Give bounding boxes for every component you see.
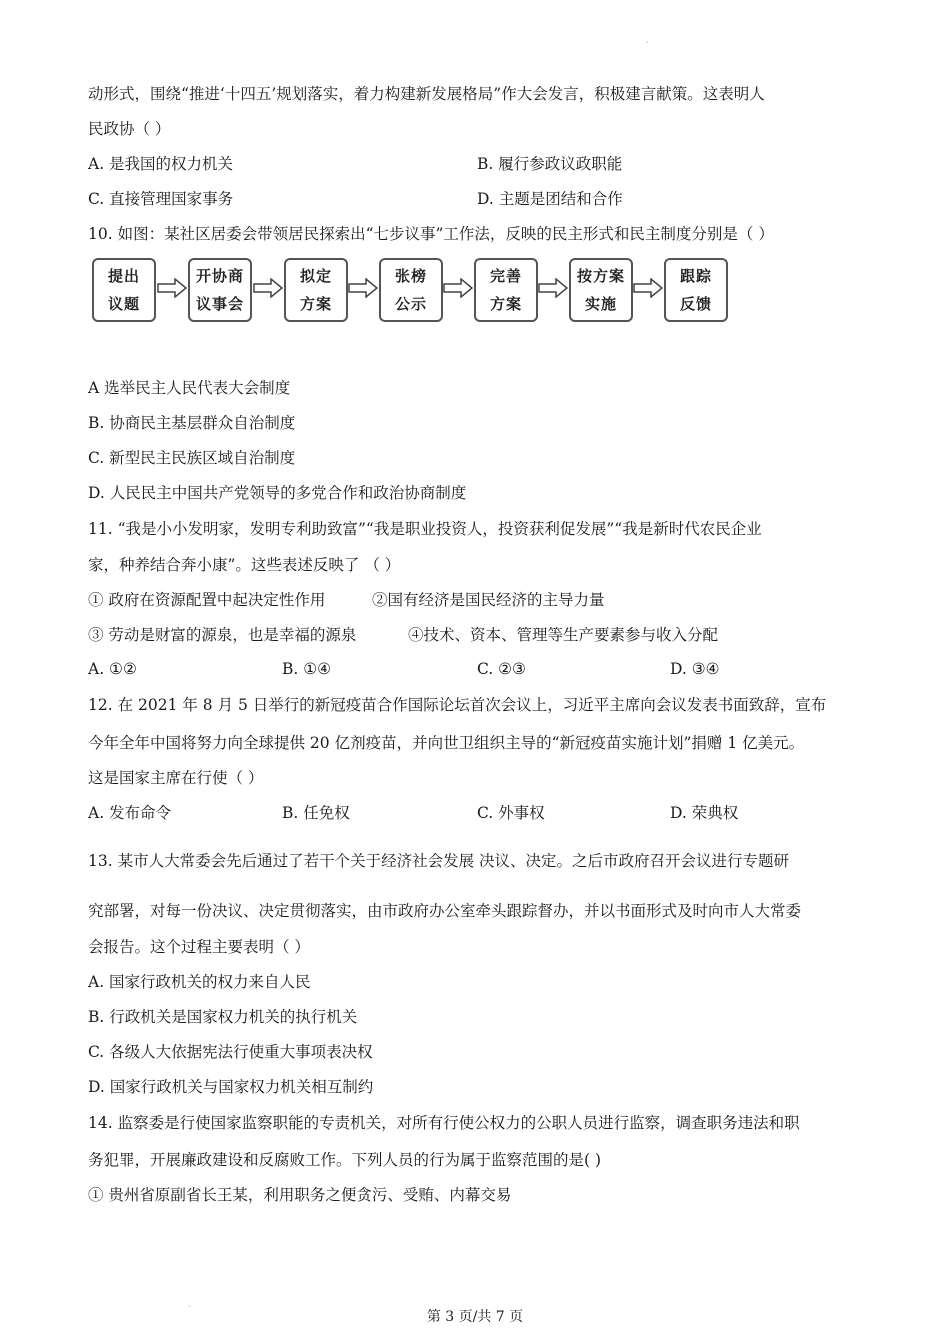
speck: · <box>188 1302 191 1311</box>
q9-line2: 民政协（ ） <box>88 120 171 138</box>
arrow-right-icon <box>348 278 378 298</box>
q14-line2: 务犯罪，开展廉政建设和反腐败工作。下列人员的行为属于监察范围的是( ) <box>88 1151 602 1169</box>
q10-stem: 10. 如图：某社区居委会带领居民探索出“七步议事”工作法，反映的民主形式和民主制度分别是（ ） <box>88 225 774 243</box>
q10-option-b: B. 协商民主基层群众自治制度 <box>88 414 296 432</box>
q12-option-a: A. 发布命令 <box>88 804 172 822</box>
q12-line1: 12. 在 2021 年 8 月 5 日举行的新冠疫苗合作国际论坛首次会议上，习近平主席向会议发表书面致辞，宣布 <box>88 696 827 714</box>
q10-option-a: A 选举民主人民代表大会制度 <box>88 379 291 397</box>
q9-option-b: B. 履行参政议政职能 <box>477 155 623 173</box>
q13-option-b: B. 行政机关是国家权力机关的执行机关 <box>88 1008 358 1026</box>
q12-line2: 今年全年中国将努力向全球提供 20 亿剂疫苗，并向世卫组织主导的“新冠疫苗实施计划”捐赠 1 亿美元。 <box>88 734 805 752</box>
q13-line1: 13. 某市人大常委会先后通过了若干个关于经济社会发展 决议、决定。之后市政府召开会议进行专题研 <box>88 852 790 870</box>
q11-statement-2: ②国有经济是国民经济的主导力量 <box>372 591 605 609</box>
q9-option-d: D. 主题是团结和合作 <box>477 190 623 208</box>
arrow-right-icon <box>633 278 663 298</box>
flow-step-4: 张榜 公示 <box>379 258 443 322</box>
q11-statement-4: ④技术、资本、管理等生产要素参与收入分配 <box>408 626 719 644</box>
q13-option-c: C. 各级人大依据宪法行使重大事项表决权 <box>88 1043 373 1061</box>
q13-line2: 究部署，对每一份决议、决定贯彻落实，由市政府办公室牵头跟踪督办，并以书面形式及时向市人大常委 <box>88 902 802 920</box>
q9-option-a: A. 是我国的权力机关 <box>88 155 234 173</box>
q12-option-c: C. 外事权 <box>477 804 545 822</box>
flow-step-7: 跟踪 反馈 <box>664 258 728 322</box>
q11-option-d: D. ③④ <box>670 660 720 678</box>
page-number: 第 3 页/共 7 页 <box>426 1309 524 1325</box>
q11-line1: 11. “我是小小发明家，发明专利助致富”“我是职业投资人，投资获利促发展”“我是新时代农民企业 <box>88 520 762 538</box>
q11-option-a: A. ①② <box>88 660 137 678</box>
flow-step-6: 按方案 实施 <box>569 258 633 322</box>
q13-option-d: D. 国家行政机关与国家权力机关相互制约 <box>88 1078 374 1096</box>
q12-line3: 这是国家主席在行使（ ） <box>88 769 264 787</box>
q14-line1: 14. 监察委是行使国家监察职能的专责机关，对所有行使公权力的公职人员进行监察，调查职务违法和职 <box>88 1114 800 1132</box>
q11-statement-1: ① 政府在资源配置中起决定性作用 <box>88 591 326 609</box>
arrow-right-icon <box>253 278 283 298</box>
arrow-right-icon <box>157 278 187 298</box>
q9-option-c: C. 直接管理国家事务 <box>88 190 234 208</box>
q9-line1: 动形式，围绕“推进‘十四五’规划落实，着力构建新发展格局”作大会发言，积极建言献策。这表明人 <box>88 85 765 103</box>
q10-option-d: D. 人民民主中国共产党领导的多党合作和政治协商制度 <box>88 484 467 502</box>
arrow-right-icon <box>443 278 473 298</box>
flow-step-2: 开协商 议事会 <box>188 258 252 322</box>
flow-step-5: 完善 方案 <box>474 258 538 322</box>
speck: · <box>646 38 649 47</box>
q13-line3: 会报告。这个过程主要表明（ ） <box>88 938 310 956</box>
q11-statement-3: ③ 劳动是财富的源泉，也是幸福的源泉 <box>88 626 357 644</box>
arrow-right-icon <box>538 278 568 298</box>
q11-option-c: C. ②③ <box>477 660 526 678</box>
q12-option-b: B. 任免权 <box>282 804 350 822</box>
flow-step-3: 拟定 方案 <box>284 258 348 322</box>
q12-option-d: D. 荣典权 <box>670 804 739 822</box>
flow-step-1: 提出 议题 <box>92 258 156 322</box>
q11-option-b: B. ①④ <box>282 660 332 678</box>
q14-statement-1: ① 贵州省原副省长王某，利用职务之便贪污、受贿、内幕交易 <box>88 1186 512 1204</box>
q10-option-c: C. 新型民主民族区域自治制度 <box>88 449 296 467</box>
q11-line2: 家，种养结合奔小康”。这些表述反映了 （ ） <box>88 556 401 574</box>
seven-step-flowchart <box>92 258 732 322</box>
q13-option-a: A. 国家行政机关的权力来自人民 <box>88 973 311 991</box>
